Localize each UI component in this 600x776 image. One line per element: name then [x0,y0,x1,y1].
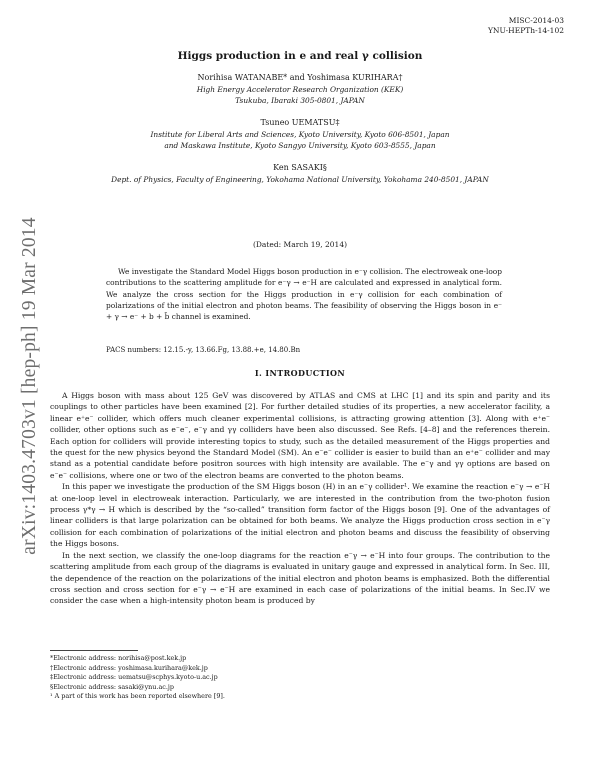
affiliation-line: and Maskawa Institute, Kyoto Sangyo University, Kyoto 603-8555, Japan [164,140,436,150]
affiliation-line: Tsukuba, Ibaraki 305-0801, JAPAN [235,95,365,105]
report-number: YNU-HEPTh-14-102 [487,26,564,35]
affiliation-kek [0,85,600,106]
paragraph: In the next section, we classify the one-loop diagrams for the reaction e⁻γ → e⁻H into four groups. The contribution to the scattering amplitude from each group of the diagrams is evaluated in unitary gauge and expressed in analytical form. In Sec. III, the dependence of the reaction on the polarizations of the initial electron and photon beams is emphasized. Both the differential cross section and cross section for e⁻γ → e⁻H are examined in each case of polarizations of the initial beams. In Sec.IV we consider the case when a high-intensity photon beam is produced by [50,550,550,606]
affiliation-kyoto [0,130,600,151]
footnotes [50,654,225,702]
date-line: (Dated: March 19, 2014) [252,240,348,249]
arxiv-stamp: arXiv:1403.4703v1 [hep-ph] 19 Mar 2014 [19,217,40,555]
footnote: *Electronic address: norihisa@post.kek.jp [50,654,187,662]
report-numbers [488,16,564,36]
paper-title: Higgs production in e and real γ collision [177,50,423,62]
abstract: We investigate the Standard Model Higgs boson production in e⁻γ collision. The electroweak one-loop contributions to the scattering amplitude for e⁻γ → e⁻H are calculated and expressed in analytical form. We analyze the cross section for the Higgs production in e⁻γ collision for each combination of polarizations of the initial electron and photon beams. The feasibility of observing the Higgs boson in e⁻ + γ → e⁻ + b + b̄ channel is examined. [106,267,502,322]
authors-group-1: Norihisa WATANABE* and Yoshimasa KURIHARA† [197,73,403,82]
footnote: ‡Electronic address: uematsu@scphys.kyoto-u.ac.jp [50,673,218,682]
footnote: †Electronic address: yoshimasa.kurihara@kek.jp [50,663,208,672]
paragraph: A Higgs boson with mass about 125 GeV was discovered by ATLAS and CMS at LHC [1] and its spin and parity and its couplings to other particles have been examined [2]. For further detailed studies of its properties, a new accelerator facility, a linear e⁺e⁻ collider, which offers much cleaner experimental collisions, is attracting growing attention [3]. Along with e⁺e⁻ collider, other options such as e⁻e⁻, e⁻γ and γγ colliders have been also discussed. See Refs. [4–8] and the references therein. Each option for colliders will provide interesting topics to study, such as the detailed measurement of the Higgs properties and the quest for the new physics beyond the Standard Model (SM). An e⁻e⁻ collider is easier to build than an e⁺e⁻ collider and may stand as a potential candidate before positron sources with high intensity are available. The e⁻γ and γγ options are based on e⁻e⁻ collisions, where one or two of the electron beams are converted to the photon beams. [50,391,550,480]
paragraph: In this paper we investigate the production of the SM Higgs boson (H) in an e⁻γ collider¹. We examine the reaction e⁻γ → e⁻H at one-loop level in electroweak interaction. Particularly, we are interested in the contribution from the two-photon fusion process γ*γ → H which is described by the “so-called” transition form factor of the Higgs boson [9]. One of the advantages of linear colliders is that large polarization can be obtained for both beams. We analyze the Higgs production cross section in e⁻γ collision for each combination of polarizations of the initial electron and photon beams and discuss the feasibility of observing the Higgs bosons. [50,482,550,549]
affiliation-yokohama [0,175,600,186]
affiliation-line: High Energy Accelerator Research Organization (KEK) [196,85,404,94]
body-text [50,390,550,607]
pacs-numbers: PACS numbers: 12.15.-y, 13.66.Fg, 13.88.+e, 14.80.Bn [106,346,301,354]
report-number: MISC-2014-03 [508,16,564,25]
footnote-rule [50,650,138,651]
authors-group-3: Ken SASAKI§ [273,163,327,172]
affiliation-line: Institute for Liberal Arts and Sciences, Kyoto University, Kyoto 606-8501, Japan [150,130,450,139]
affiliation-line: Dept. of Physics, Faculty of Engineering, Yokohama National University, Yokohama 240-8501, JAPAN [111,175,489,184]
footnote: ¹ A part of this work has been reported elsewhere [9]. [50,692,225,701]
section-heading: I. INTRODUCTION [254,368,346,378]
authors-group-2: Tsuneo UEMATSU‡ [260,118,340,127]
footnote: §Electronic address: sasaki@ynu.ac.jp [50,682,174,691]
